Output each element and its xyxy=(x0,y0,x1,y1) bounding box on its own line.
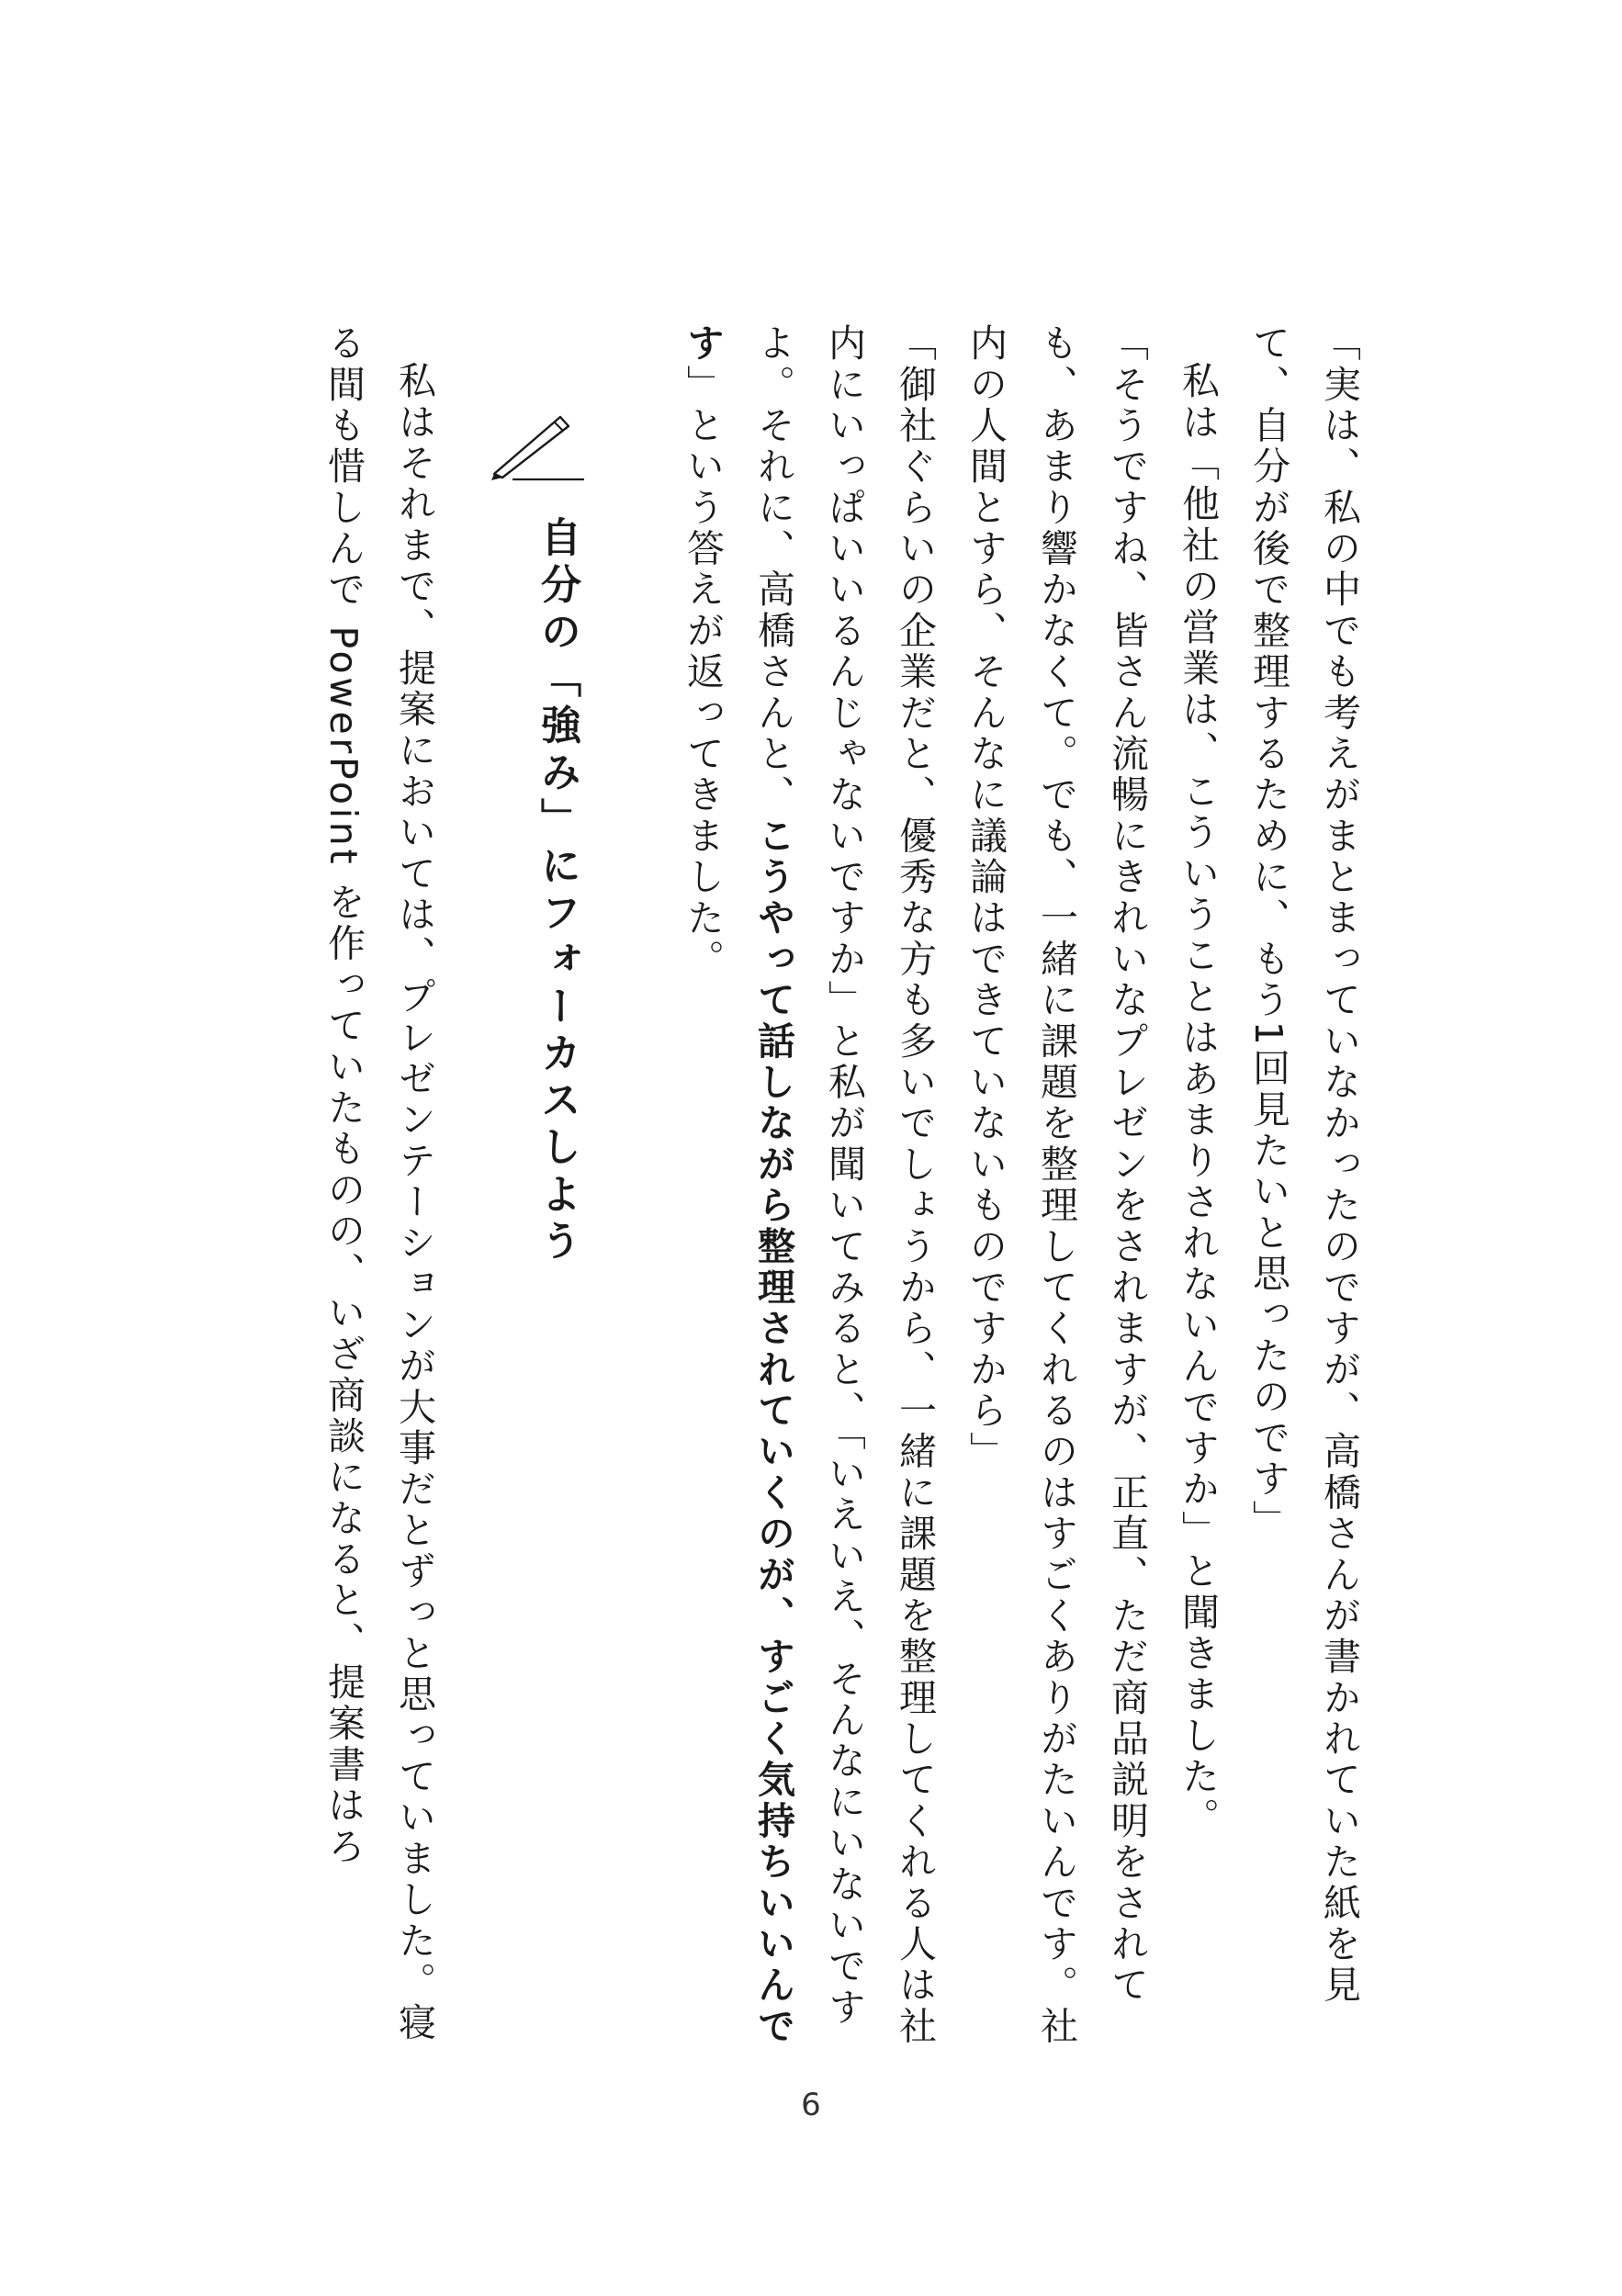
section-heading: 自分の「強み」にフォーカスしよう xyxy=(534,516,580,1266)
paragraph xyxy=(950,323,1162,2050)
paragraph xyxy=(1162,323,1233,2050)
paragraph xyxy=(1233,323,1374,2050)
emphasis-text: こうやって話しながら整理されていくのが、すごく気持ちいいんです xyxy=(681,323,795,2047)
text-run: 「実は、私の中でも考えがまとまっていなかったのですが、高橋さんが書かれていた紙を見て、自分が後で整理するために、もう1回見たいと思ったのです」 xyxy=(1246,323,1361,2007)
pencil-icon xyxy=(476,408,586,481)
text-run: 私は「他社の営業は、こういうことはあまりされないんですか」と聞きました。 xyxy=(1176,361,1220,1839)
text-run: 「そうですね、皆さん流暢にきれいなプレゼンをされますが、正直、ただ商品説明をされても、あまり響かなくて。でも、一緒に課題を整理してくれるのはすごくありがたいんです。社内の人間とすら、そんなに議論はできていないものですから」 xyxy=(963,323,1149,2047)
paragraph xyxy=(308,323,449,2050)
text-run: 」という答えが返ってきました。 xyxy=(681,364,725,981)
text-run: 私はそれまで、提案においては、プレゼンテーションが大事だとずっと思っていました。寝る間も惜しんで PowerPoint を作っていたものの、いざ商談になると、提案書はろ xyxy=(321,323,436,2044)
paragraph xyxy=(667,323,950,2050)
text-run: 「御社ぐらいの企業だと、優秀な方も多いでしょうから、一緒に課題を整理してくれる人は社内にいっぱいいるんじゃないですか」と私が聞いてみると、「いえいえ、そんなにいないですよ。それに、高橋さんと、 xyxy=(751,323,937,2047)
body-text xyxy=(308,323,1374,2050)
section-heading-block xyxy=(449,323,667,2050)
page-number: 6 xyxy=(801,2087,821,2123)
